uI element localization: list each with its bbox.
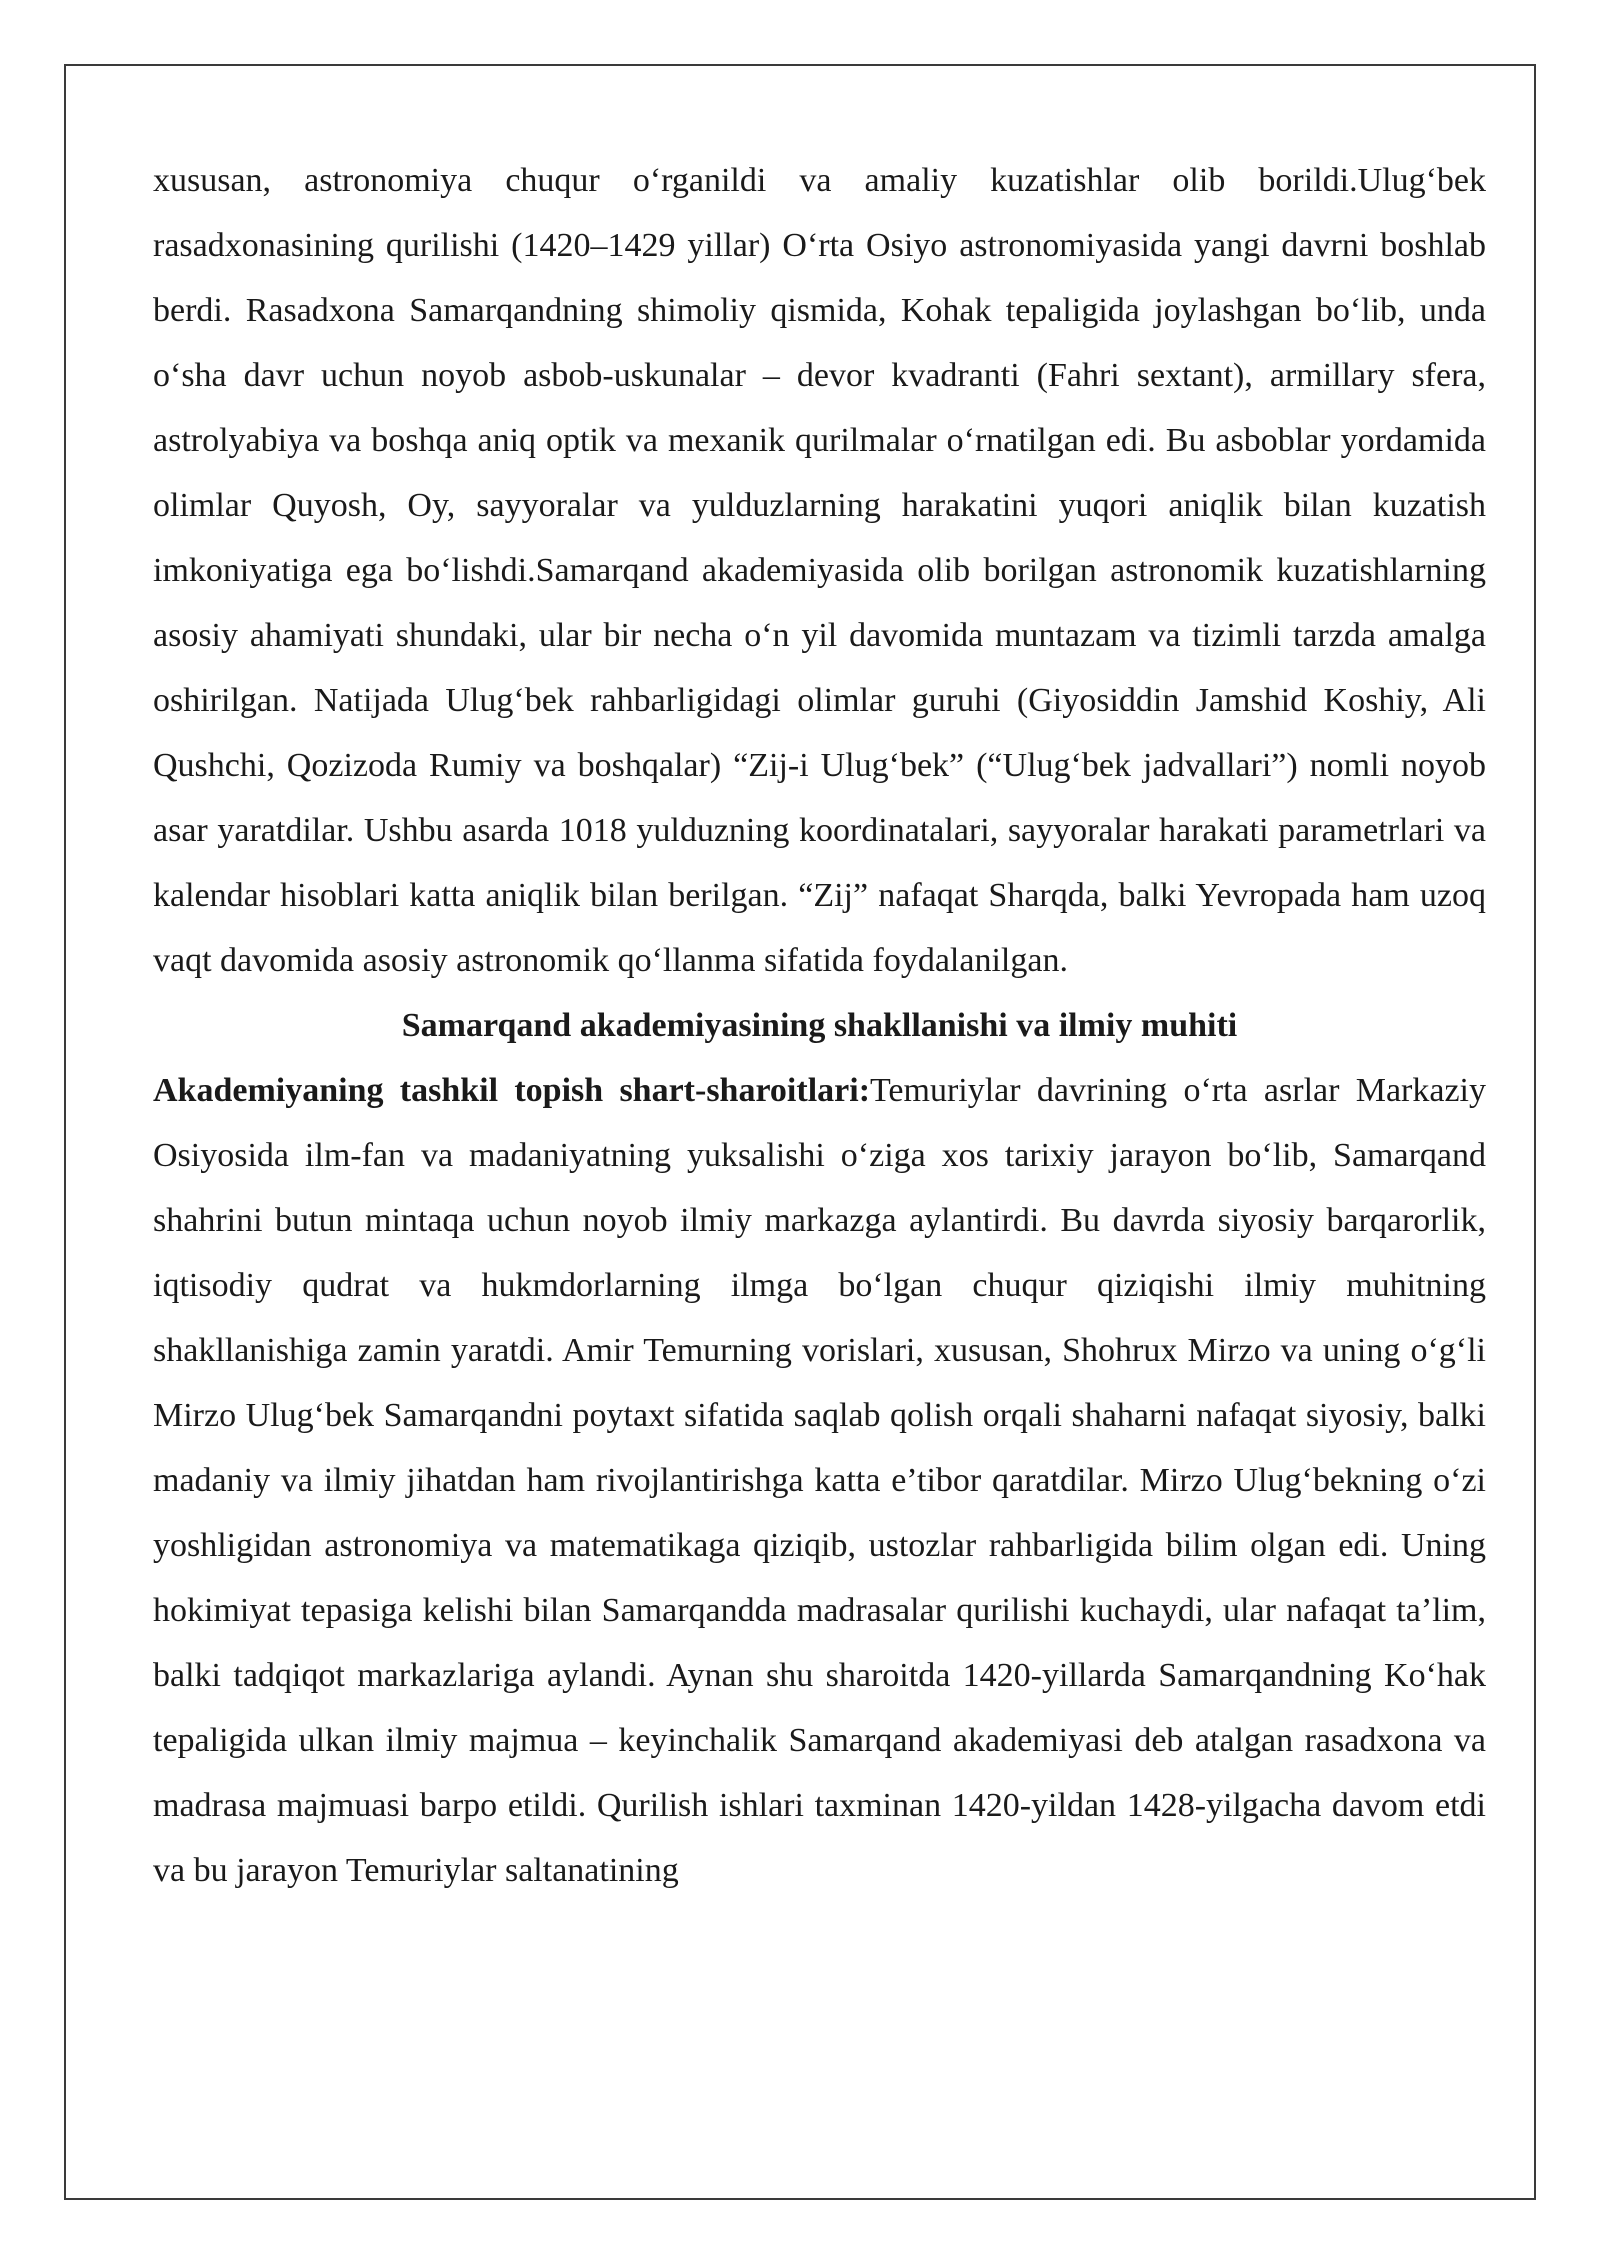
paragraph	[153, 1058, 1486, 1903]
paragraph-lead: Akademiyaning tashkil topish shart-sharoitlari:	[153, 1072, 871, 1109]
paragraph-body: Temuriylar davrining o‘rta asrlar Markaziy Osiyosida ilm-fan va madaniyatning yuksalishi o‘ziga xos tarixiy jarayon bo‘lib, Samarqand shahrini butun mintaqa uchun noyob ilmiy markazga aylantirdi. Bu davrda siyosiy barqarorlik, iqtisodiy qudrat va hukmdorlarning ilmga bo‘lgan chuqur qiziqishi ilmiy muhitning shakllanishiga zamin yaratdi. Amir Temurning vorislari, xususan, Shohrux Mirzo va uning o‘g‘li Mirzo Ulug‘bek Samarqandni poytaxt sifatida saqlab qolish orqali shaharni nafaqat siyosiy, balki madaniy va ilmiy jihatdan ham rivojlantirishga katta e’tibor qaratdilar. Mirzo Ulug‘bekning o‘zi yoshligidan astronomiya va matematikaga qiziqib, ustozlar rahbarligida bilim olgan edi. Uning hokimiyat tepasiga kelishi bilan Samarqandda madrasalar qurilishi kuchaydi, ular nafaqat ta’lim, balki tadqiqot markazlariga aylandi. Aynan shu sharoitda 1420-yillarda Samarqandning Ko‘hak tepaligida ulkan ilmiy majmua – keyinchalik Samarqand akademiyasi deb atalgan rasadxona va madrasa majmuasi barpo etildi. Qurilish ishlari taxminan 1420-yildan 1428-yilgacha davom etdi va bu jarayon Temuriylar saltanatining	[153, 1072, 1486, 1889]
paragraph: xususan, astronomiya chuqur o‘rganildi va amaliy kuzatishlar olib borildi.Ulug‘bek rasadxonasining qurilishi (1420–1429 yillar) O‘rta Osiyo astronomiyasida yangi davrni boshlab berdi. Rasadxona Samarqandning shimoliy qismida, Kohak tepaligida joylashgan bo‘lib, unda o‘sha davr uchun noyob asbob-uskunalar – devor kvadranti (Fahri sextant), armillary sfera, astrolyabiya va boshqa aniq optik va mexanik qurilmalar o‘rnatilgan edi. Bu asboblar yordamida olimlar Quyosh, Oy, sayyoralar va yulduzlarning harakatini yuqori aniqlik bilan kuzatish imkoniyatiga ega bo‘lishdi.Samarqand akademiyasida olib borilgan astronomik kuzatishlarning asosiy ahamiyati shundaki, ular bir necha o‘n yil davomida muntazam va tizimli tarzda amalga oshirilgan. Natijada Ulug‘bek rahbarligidagi olimlar guruhi (Giyosiddin Jamshid Koshiy, Ali Qushchi, Qozizoda Rumiy va boshqalar) “Zij-i Ulug‘bek” (“Ulug‘bek jadvallari”) nomli noyob asar yaratdilar. Ushbu asarda 1018 yulduzning koordinatalari, sayyoralar harakati parametrlari va kalendar hisoblari katta aniqlik bilan berilgan. “Zij” nafaqat Sharqda, balki Yevropada ham uzoq vaqt davomida asosiy astronomik qo‘llanma sifatida foydalanilgan.	[153, 162, 1486, 979]
document-body	[153, 148, 1486, 1903]
section-heading: Samarqand akademiyasining shakllanishi va ilmiy muhiti	[401, 1007, 1238, 1044]
